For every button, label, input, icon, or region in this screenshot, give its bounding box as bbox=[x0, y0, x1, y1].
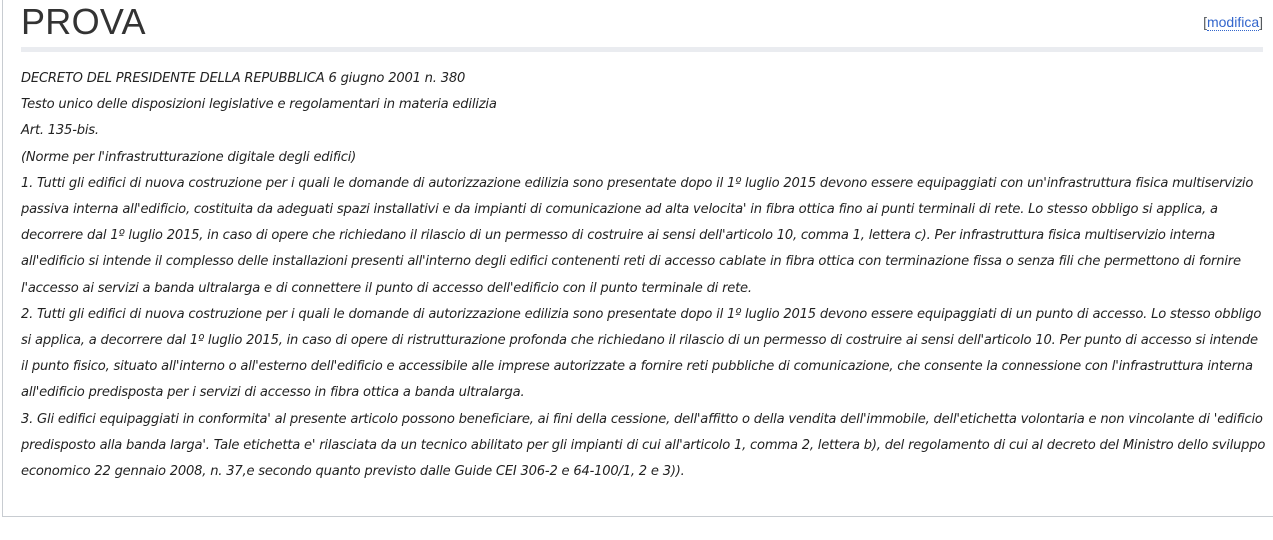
section-heading bbox=[21, 0, 1263, 52]
edit-section bbox=[1203, 13, 1263, 31]
paragraph: 3. Gli edifici equipaggiati in conformita' al presente articolo possono beneficiare, ai fini della cessione, dell'affitto o della vendita dell'immobile, dell'etichetta volontaria e non vincolante di 'edificio predisposto alla banda larga'. Tale etichetta e' rilasciata da un tecnico abilitato per gli impianti di cui all'articolo 1, comma 2, lettera b), del regolamento di cui al decreto del Ministro dello sviluppo economico 22 gennaio 2008, n. 37,e secondo quanto previsto dalle Guide CEI 306-2 e 64-100/1, 2 e 3)). bbox=[21, 411, 1266, 480]
edit-link[interactable]: modifica bbox=[1206, 14, 1260, 30]
article-title-line: (Norme per l'infrastrutturazione digitale degli edifici) bbox=[21, 149, 357, 165]
document-body bbox=[21, 66, 1266, 485]
decree-line: DECRETO DEL PRESIDENTE DELLA REPUBBLICA 6 giugno 2001 n. 380 bbox=[21, 71, 466, 86]
edit-bracket-close: ] bbox=[1259, 14, 1263, 30]
subtitle-line: Testo unico delle disposizioni legislative e regolamentari in materia edilizia bbox=[21, 97, 497, 113]
edit-bracket-open: [ bbox=[1203, 14, 1207, 30]
paragraph: 2. Tutti gli edifici di nuova costruzione per i quali le domande di autorizzazione edilizia sono presentate dopo il 1º luglio 2015 devono essere equipaggiati di un punto di accesso. Lo stesso obbligo si applica, a decorrere dal 1º luglio 2015, in caso di opere di ristrutturazione profonda che richiedano il rilascio di un permesso di costruire ai sensi dell'articolo 10. Per punto di accesso si intende il punto fisico, situato all'interno o all'esterno dell'edificio e accessibile alle imprese autorizzate a fornire reti pubbliche di comunicazione, che consente la connessione con l'infrastruttura interna all'edificio predisposta per i servizi di accesso in fibra ottica a banda ultralarga. bbox=[21, 306, 1262, 401]
paragraph: 1. Tutti gli edifici di nuova costruzione per i quali le domande di autorizzazione edilizia sono presentate dopo il 1º luglio 2015 devono essere equipaggiati con un'infrastruttura fisica multiservizio passiva interna all'edificio, costituita da adeguati spazi installativi e da impianti di comunicazione ad alta velocita' in fibra ottica fino ai punti terminali di rete. Lo stesso obbligo si applica, a decorrere dal 1º luglio 2015, in caso di opere che richiedano il rilascio di un permesso di costruire ai sensi dell'articolo 10, comma 1, lettera c). Per infrastruttura fisica multiservizio interna all'edificio si intende il complesso delle installazioni presenti all'interno degli edifici contenenti reti di accesso cablate in fibra ottica con terminazione fissa o senza fili che permettono di fornire l'accesso ai servizi a banda ultralarga e di connettere il punto di accesso dell'edificio con il punto terminale di rete. bbox=[21, 175, 1254, 296]
article-line: Art. 135-bis. bbox=[21, 123, 99, 139]
content-box bbox=[2, 0, 1273, 517]
section-title: PROVA bbox=[21, 1, 146, 42]
